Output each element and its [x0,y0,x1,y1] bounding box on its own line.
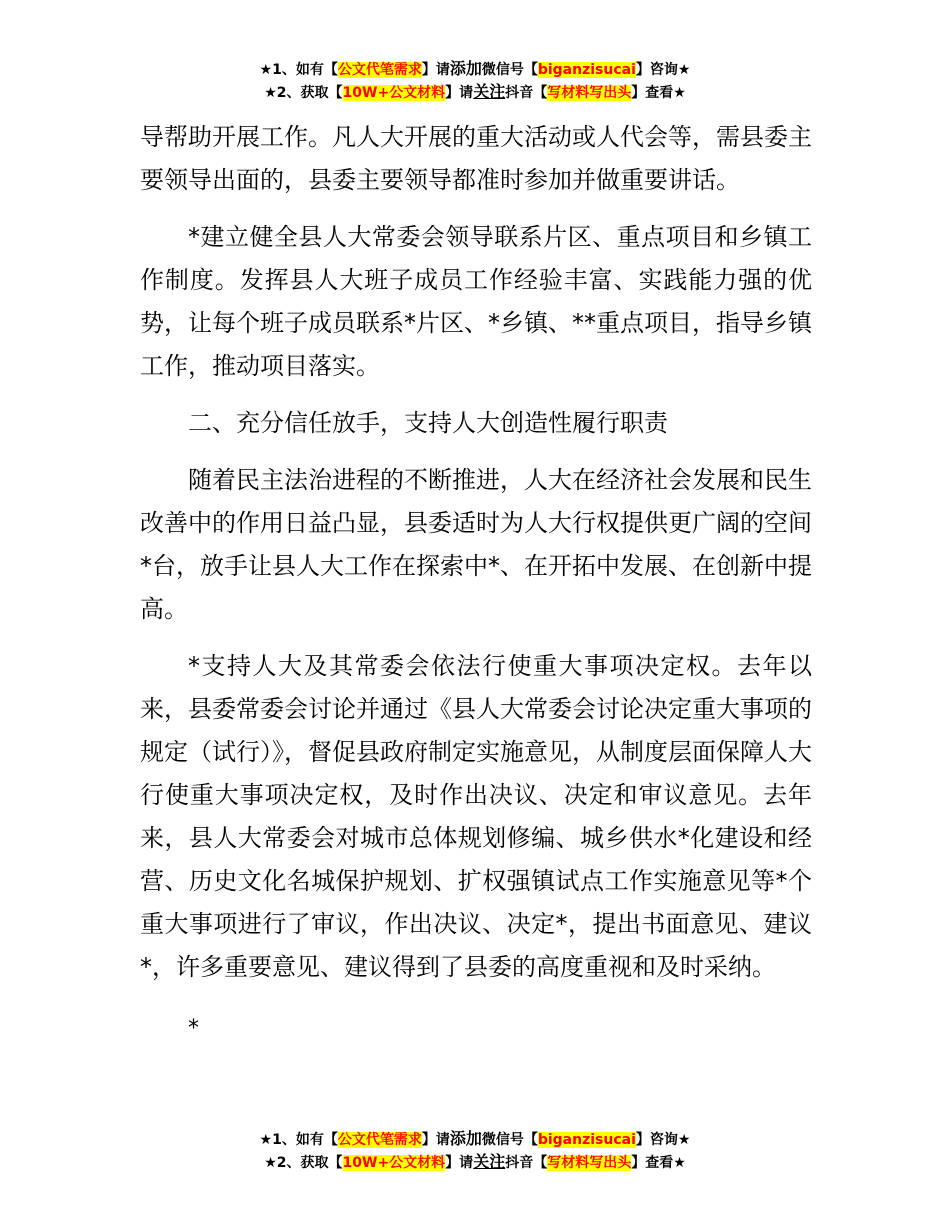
paragraph-decision-power: *支持人大及其常委会依法行使重大事项决定权。去年以来，县委常委会讨论并通过《县人大常委会讨论决定重大事项的规定（试行）》，督促县政府制定实施意见，从制度层面保障人大行使重大事项决定权，及时作出决议、决定和审议意见。去年来，县人大常委会对城市总体规划修编、城乡供水*化建设和经营、历史文化名城保护规划、扩权强镇试点工作实施意见等*个重大事项进行了审议，作出决议、决定*，提出书面意见、建议*，许多重要意见、建议得到了县委的高度重视和及时采纳。 [140,652,812,981]
footer-line-1-mid2: 微信号【 [481,1132,538,1148]
header-line-2-mid2: 抖音【 [505,85,548,101]
header-line-1-mid2: 微信号【 [481,62,538,78]
materials-highlight: 10W+公文材料 [342,85,446,101]
paragraph-continuation: 导帮助开展工作。凡人大开展的重大活动或人代会等，需县委主要领导出面的，县委主要领导都准时参加并做重要讲话。 [140,123,812,194]
header-line-1-mid1: 】请 [421,62,450,78]
header-line-1-suffix: 】咨询★ [635,62,691,78]
header-line-1-prefix: ★1、如有【 [259,62,338,78]
header-line-1 [0,58,950,81]
douyin-highlight: 写材料写出头 [547,1155,632,1171]
section-heading-2: 二、充分信任放手，支持人大创造性履行职责 [188,409,668,437]
footer-line-2 [0,1151,950,1174]
footer-line-2-mid2: 抖音【 [505,1155,548,1171]
header-line-2 [0,81,950,104]
footer-line-1-prefix: ★1、如有【 [259,1132,338,1148]
footer-line-2-emph: 关注 [473,1152,506,1171]
paragraph-democracy-progress: 随着民主法治进程的不断推进，人大在经济社会发展和民生改善中的作用日益凸显，县委适时为人大行权提供更广阔的空间*台，放手让县人大工作在探索中*、在开拓中发展、在创新中提高。 [140,466,812,623]
ghostwriting-highlight: 公文代笔需求 [337,62,422,78]
header-line-2-prefix: ★2、获取【 [264,85,343,101]
footer-line-1-mid1: 】请 [421,1132,450,1148]
materials-highlight: 10W+公文材料 [342,1155,446,1171]
footer-banner [0,1128,950,1174]
wechat-id-highlight: biganzisucai [537,1132,636,1148]
footer-line-2-prefix: ★2、获取【 [264,1155,343,1171]
header-line-2-mid1: 】请 [445,85,474,101]
trailing-asterisk: * [188,1016,199,1041]
ghostwriting-highlight: 公文代笔需求 [337,1132,422,1148]
header-banner [0,58,950,104]
footer-line-2-mid1: 】请 [445,1155,474,1171]
footer-line-2-suffix: 】查看★ [631,1155,686,1171]
douyin-highlight: 写材料写出头 [547,85,632,101]
paragraph-leader-contact-system: *建立健全县人大常委会领导联系片区、重点项目和乡镇工作制度。发挥县人大班子成员工作经验丰富、实践能力强的优势，让每个班子成员联系*片区、*乡镇、**重点项目，指导乡镇工作，推动项目落实。 [140,223,812,380]
footer-line-1-emph: 添加 [449,1129,482,1148]
header-line-2-suffix: 】查看★ [631,85,686,101]
footer-line-1-suffix: 】咨询★ [635,1132,691,1148]
footer-line-1 [0,1128,950,1151]
wechat-id-highlight: biganzisucai [537,62,636,78]
document-body [140,116,812,1064]
header-line-1-emph: 添加 [449,59,482,78]
header-line-2-emph: 关注 [473,82,506,101]
